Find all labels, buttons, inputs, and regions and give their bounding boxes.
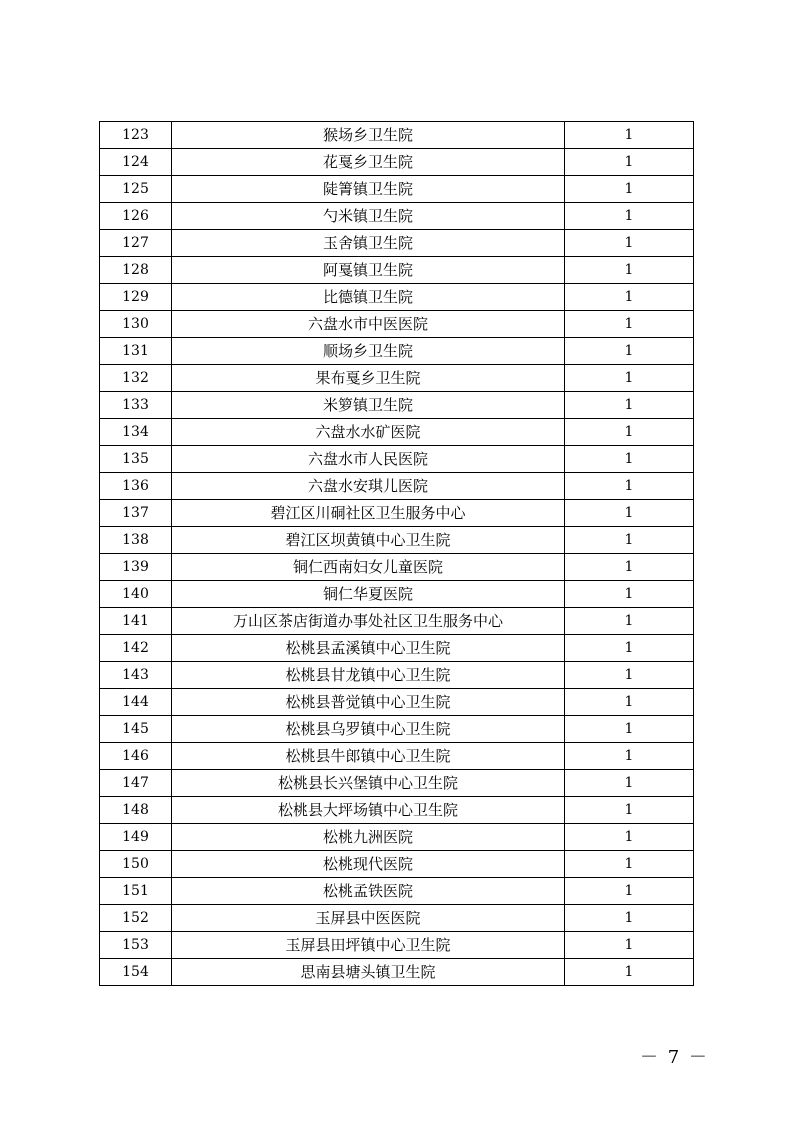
count-cell: 1	[565, 500, 694, 527]
count-cell: 1	[565, 797, 694, 824]
hospital-name-cell: 六盘水水矿医院	[172, 419, 565, 446]
count-cell: 1	[565, 365, 694, 392]
table-row	[100, 878, 694, 905]
table-row	[100, 365, 694, 392]
table-row	[100, 149, 694, 176]
row-number-cell: 141	[100, 608, 172, 635]
row-number-cell: 150	[100, 851, 172, 878]
count-cell: 1	[565, 635, 694, 662]
hospital-name-cell: 万山区茶店街道办事处社区卫生服务中心	[172, 608, 565, 635]
row-number-cell: 139	[100, 554, 172, 581]
hospital-name-cell: 铜仁华夏医院	[172, 581, 565, 608]
row-number-cell: 149	[100, 824, 172, 851]
hospital-name-cell: 松桃县普觉镇中心卫生院	[172, 689, 565, 716]
hospital-name-cell: 碧江区川硐社区卫生服务中心	[172, 500, 565, 527]
count-cell: 1	[565, 419, 694, 446]
row-number-cell: 152	[100, 905, 172, 932]
table-row	[100, 527, 694, 554]
row-number-cell: 134	[100, 419, 172, 446]
table-row	[100, 662, 694, 689]
count-cell: 1	[565, 338, 694, 365]
count-cell: 1	[565, 743, 694, 770]
count-cell: 1	[565, 770, 694, 797]
hospital-name-cell: 勺米镇卫生院	[172, 203, 565, 230]
count-cell: 1	[565, 257, 694, 284]
hospital-name-cell: 陡箐镇卫生院	[172, 176, 565, 203]
row-number-cell: 140	[100, 581, 172, 608]
row-number-cell: 135	[100, 446, 172, 473]
hospital-name-cell: 玉屏县中医医院	[172, 905, 565, 932]
row-number-cell: 129	[100, 284, 172, 311]
hospital-name-cell: 猴场乡卫生院	[172, 122, 565, 149]
hospital-name-cell: 比德镇卫生院	[172, 284, 565, 311]
row-number-cell: 143	[100, 662, 172, 689]
table-row	[100, 311, 694, 338]
table-body	[100, 122, 694, 986]
table-row	[100, 716, 694, 743]
hospital-name-cell: 思南县塘头镇卫生院	[172, 959, 565, 986]
row-number-cell: 154	[100, 959, 172, 986]
row-number-cell: 132	[100, 365, 172, 392]
count-cell: 1	[565, 716, 694, 743]
table-row	[100, 392, 694, 419]
hospital-name-cell: 六盘水市人民医院	[172, 446, 565, 473]
table-row	[100, 932, 694, 959]
count-cell: 1	[565, 824, 694, 851]
hospital-name-cell: 碧江区坝黄镇中心卫生院	[172, 527, 565, 554]
count-cell: 1	[565, 149, 694, 176]
table-row	[100, 743, 694, 770]
table-row	[100, 122, 694, 149]
table-row	[100, 230, 694, 257]
count-cell: 1	[565, 878, 694, 905]
row-number-cell: 142	[100, 635, 172, 662]
hospital-name-cell: 六盘水安琪儿医院	[172, 473, 565, 500]
row-number-cell: 136	[100, 473, 172, 500]
table-row	[100, 500, 694, 527]
count-cell: 1	[565, 905, 694, 932]
count-cell: 1	[565, 554, 694, 581]
count-cell: 1	[565, 608, 694, 635]
count-cell: 1	[565, 176, 694, 203]
hospital-name-cell: 顺场乡卫生院	[172, 338, 565, 365]
table-row	[100, 473, 694, 500]
table-row	[100, 284, 694, 311]
row-number-cell: 151	[100, 878, 172, 905]
row-number-cell: 146	[100, 743, 172, 770]
row-number-cell: 127	[100, 230, 172, 257]
count-cell: 1	[565, 230, 694, 257]
count-cell: 1	[565, 581, 694, 608]
hospital-name-cell: 松桃县甘龙镇中心卫生院	[172, 662, 565, 689]
hospital-name-cell: 玉屏县田坪镇中心卫生院	[172, 932, 565, 959]
hospital-name-cell: 松桃县乌罗镇中心卫生院	[172, 716, 565, 743]
table-row	[100, 581, 694, 608]
count-cell: 1	[565, 473, 694, 500]
hospital-name-cell: 玉舍镇卫生院	[172, 230, 565, 257]
count-cell: 1	[565, 392, 694, 419]
row-number-cell: 138	[100, 527, 172, 554]
count-cell: 1	[565, 689, 694, 716]
table-row	[100, 851, 694, 878]
row-number-cell: 125	[100, 176, 172, 203]
hospital-name-cell: 松桃九洲医院	[172, 824, 565, 851]
count-cell: 1	[565, 311, 694, 338]
page-number: － 7 －	[640, 1047, 709, 1068]
row-number-cell: 124	[100, 149, 172, 176]
table-row	[100, 824, 694, 851]
row-number-cell: 130	[100, 311, 172, 338]
hospital-name-cell: 米箩镇卫生院	[172, 392, 565, 419]
table-row	[100, 176, 694, 203]
row-number-cell: 131	[100, 338, 172, 365]
table-row	[100, 257, 694, 284]
hospital-name-cell: 松桃县长兴堡镇中心卫生院	[172, 770, 565, 797]
row-number-cell: 126	[100, 203, 172, 230]
row-number-cell: 145	[100, 716, 172, 743]
hospital-name-cell: 松桃县大坪场镇中心卫生院	[172, 797, 565, 824]
hospital-name-cell: 松桃县牛郎镇中心卫生院	[172, 743, 565, 770]
count-cell: 1	[565, 662, 694, 689]
hospital-name-cell: 果布戛乡卫生院	[172, 365, 565, 392]
hospital-table	[99, 121, 694, 986]
count-cell: 1	[565, 959, 694, 986]
row-number-cell: 147	[100, 770, 172, 797]
hospital-name-cell: 松桃县孟溪镇中心卫生院	[172, 635, 565, 662]
row-number-cell: 148	[100, 797, 172, 824]
count-cell: 1	[565, 527, 694, 554]
table-row	[100, 446, 694, 473]
count-cell: 1	[565, 284, 694, 311]
hospital-name-cell: 松桃现代医院	[172, 851, 565, 878]
row-number-cell: 137	[100, 500, 172, 527]
table-row	[100, 689, 694, 716]
row-number-cell: 133	[100, 392, 172, 419]
count-cell: 1	[565, 446, 694, 473]
row-number-cell: 144	[100, 689, 172, 716]
hospital-name-cell: 铜仁西南妇女儿童医院	[172, 554, 565, 581]
row-number-cell: 153	[100, 932, 172, 959]
table-row	[100, 419, 694, 446]
hospital-name-cell: 花戛乡卫生院	[172, 149, 565, 176]
table-row	[100, 338, 694, 365]
row-number-cell: 128	[100, 257, 172, 284]
hospital-name-cell: 阿戛镇卫生院	[172, 257, 565, 284]
table-row	[100, 203, 694, 230]
table-row	[100, 635, 694, 662]
count-cell: 1	[565, 203, 694, 230]
table-row	[100, 770, 694, 797]
table-row	[100, 905, 694, 932]
count-cell: 1	[565, 122, 694, 149]
table-row	[100, 554, 694, 581]
row-number-cell: 123	[100, 122, 172, 149]
table-row	[100, 959, 694, 986]
table-row	[100, 797, 694, 824]
count-cell: 1	[565, 851, 694, 878]
hospital-name-cell: 松桃孟铁医院	[172, 878, 565, 905]
count-cell: 1	[565, 932, 694, 959]
hospital-name-cell: 六盘水市中医医院	[172, 311, 565, 338]
table-row	[100, 608, 694, 635]
